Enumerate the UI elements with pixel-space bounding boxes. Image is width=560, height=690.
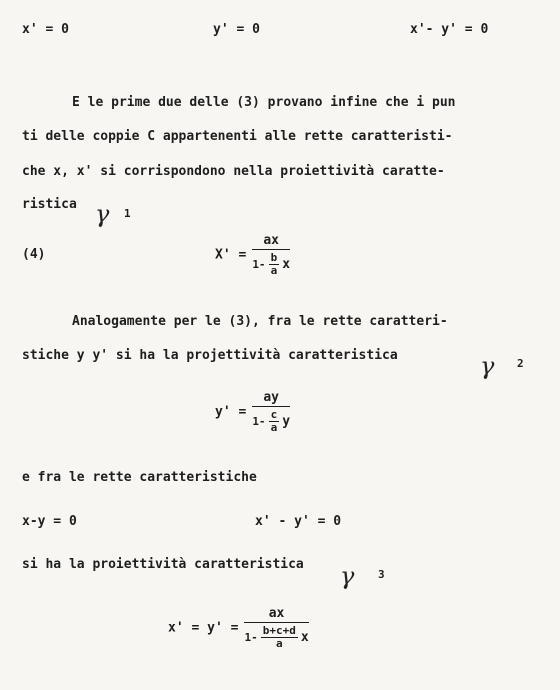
- equation-4-label: (4): [22, 247, 46, 262]
- equation-4-numerator: ax: [252, 233, 290, 250]
- equation-5-denominator: 1- $\frac{c}{a}$ y: [252, 408, 291, 434]
- equation-5-numerator: ay: [252, 390, 290, 407]
- paragraph-2-line-1: Analogamente per le (3), fra le rette caratteri-: [72, 314, 448, 329]
- gamma-symbol-3: γ: [340, 562, 355, 590]
- paragraph-1-line-1: E le prime due delle (3) provano infine che i pun: [72, 95, 456, 110]
- gamma-symbol-2: γ: [480, 352, 495, 380]
- paragraph-2-line-2: stiche y y' si ha la projettività caratteristica: [22, 348, 398, 363]
- equation-6-fraction: [244, 606, 308, 650]
- equation-4: [215, 233, 290, 277]
- paragraph-1-line-2: ti delle coppie C appartenenti alle rette caratteristi-: [22, 129, 453, 144]
- equation-x-prime-zero: x' = 0: [22, 22, 69, 37]
- equation-4-inner-fraction: $\frac{b}{a}$: [270, 251, 278, 277]
- equation-5-inner-fraction: $\frac{c}{a}$: [270, 408, 278, 434]
- equation-x-prime-minus-y-prime-zero: x' - y' = 0: [255, 514, 342, 529]
- equation-difference-zero: x'- y' = 0: [410, 22, 489, 37]
- gamma-subscript-3: 3: [378, 568, 385, 581]
- gamma-subscript-1: 1: [124, 207, 131, 220]
- equation-4-fraction: [252, 233, 290, 277]
- paragraph-3: e fra le rette caratteristiche: [22, 470, 257, 485]
- paragraph-1-line-3: che x, x' si corrispondono nella proiettività caratte-: [22, 164, 445, 179]
- equation-6-numerator: ax: [244, 606, 308, 623]
- gamma-symbol-1: γ: [95, 200, 110, 228]
- equation-6-inner-fraction: $\frac{b+c+d}{a}$: [262, 624, 296, 650]
- equation-4-denominator: 1- $\frac{b}{a}$ x: [252, 251, 291, 277]
- equation-6-lhs: x' = y' =: [168, 620, 239, 636]
- paragraph-1-line-4: ristica: [22, 197, 77, 212]
- equation-6-denominator: 1- $\frac{b+c+d}{a}$ x: [244, 624, 309, 650]
- equation-5-fraction: [252, 390, 290, 434]
- paragraph-4: si ha la proiettività caratteristica: [22, 557, 304, 572]
- gamma-subscript-2: 2: [517, 357, 524, 370]
- equation-5-lhs: y' =: [215, 404, 247, 420]
- equation-4-lhs: X' =: [215, 247, 247, 263]
- equation-5: [215, 390, 290, 434]
- equation-6: [168, 606, 309, 650]
- equation-x-minus-y-zero: x-y = 0: [22, 514, 77, 529]
- equation-y-prime-zero: y' = 0: [213, 22, 260, 37]
